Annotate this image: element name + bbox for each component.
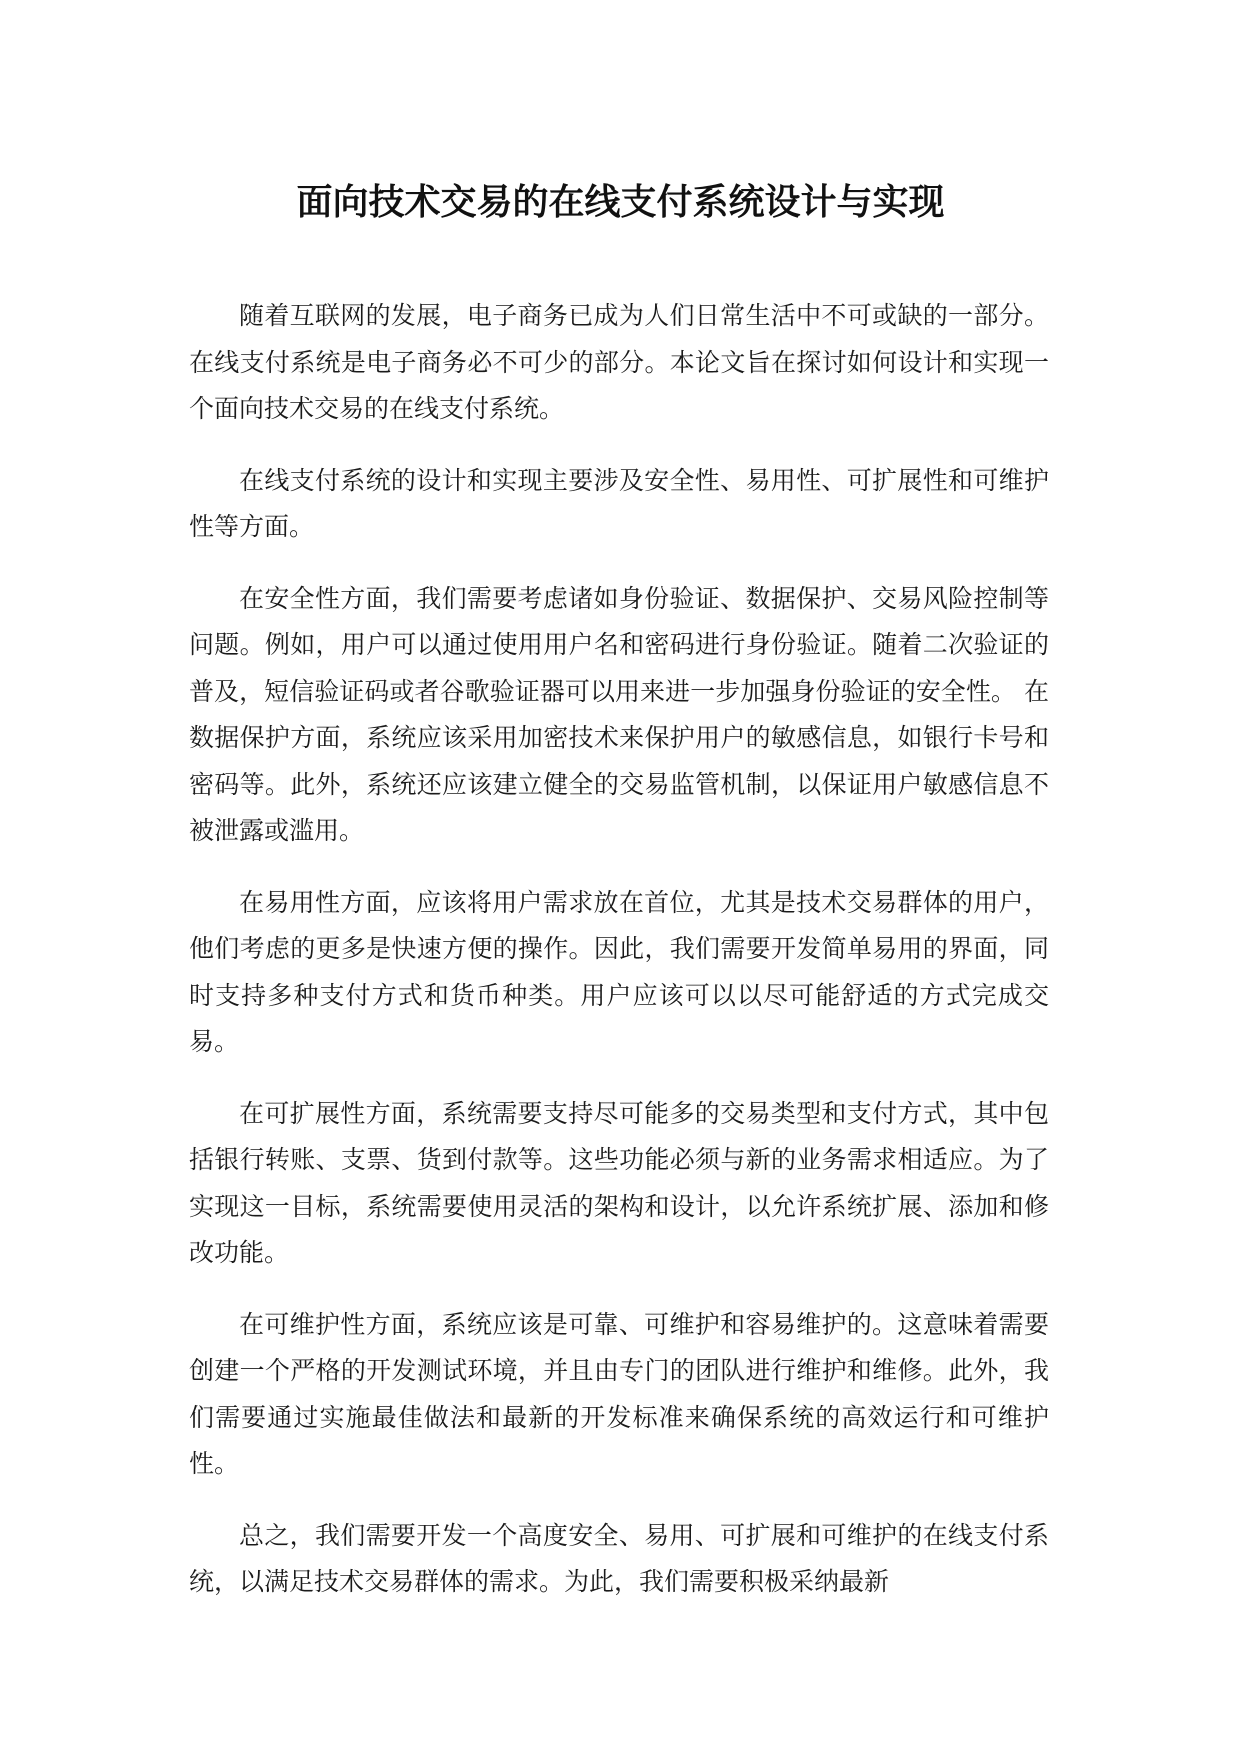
paragraph-scalability: 在可扩展性方面，系统需要支持尽可能多的交易类型和支付方式，其中包括银行转账、支票、货到付款等。这些功能必须与新的业务需求相适应。为了实现这一目标，系统需要使用灵活的架构和设计，以允许系统扩展、添加和修改功能。 <box>189 1098 1049 1267</box>
paragraph-overview: 在线支付系统的设计和实现主要涉及安全性、易用性、可扩展性和可维护性等方面。 <box>189 465 1049 541</box>
paragraph-conclusion: 总之，我们需要开发一个高度安全、易用、可扩展和可维护的在线支付系统，以满足技术交易群体的需求。为此，我们需要积极采纳最新 <box>189 1520 1049 1596</box>
document-body <box>189 293 1049 1631</box>
paragraph-intro: 随着互联网的发展，电子商务已成为人们日常生活中不可或缺的一部分。在线支付系统是电子商务必不可少的部分。本论文旨在探讨如何设计和实现一个面向技术交易的在线支付系统。 <box>189 301 1049 423</box>
paragraph-usability: 在易用性方面，应该将用户需求放在首位，尤其是技术交易群体的用户，他们考虑的更多是快速方便的操作。因此，我们需要开发简单易用的界面，同时支持多种支付方式和货币种类。用户应该可以以尽可能舒适的方式完成交易。 <box>189 887 1049 1056</box>
paragraph-security: 在安全性方面，我们需要考虑诸如身份验证、数据保护、交易风险控制等问题。例如，用户可以通过使用用户名和密码进行身份验证。随着二次验证的普及，短信验证码或者谷歌验证器可以用来进一步加强身份验证的安全性。 在数据保护方面，系统应该采用加密技术来保护用户的敏感信息，如银行卡号和密码等。此外，系统还应该建立健全的交易监管机制，以保证用户敏感信息不被泄露或滥用。 <box>189 583 1049 845</box>
document-title: 面向技术交易的在线支付系统设计与实现 <box>296 182 945 223</box>
paragraph-maintainability: 在可维护性方面，系统应该是可靠、可维护和容易维护的。这意味着需要创建一个严格的开发测试环境，并且由专门的团队进行维护和维修。此外，我们需要通过实施最佳做法和最新的开发标准来确保系统的高效运行和可维护性。 <box>189 1309 1049 1478</box>
